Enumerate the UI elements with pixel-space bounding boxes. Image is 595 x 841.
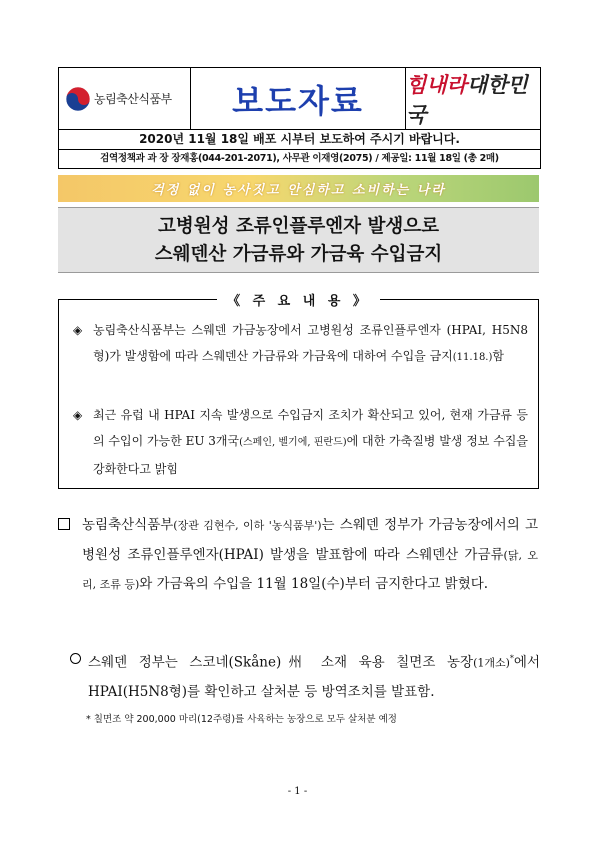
release-notice: 2020년 11월 18일 배포 시부터 보도하여 주시기 바랍니다. [59,130,540,150]
summary-item1-text: 농림축산식품부는 스웨덴 가금농장에서 고병원성 조류인플루엔자 (HPAI, H5N8형)가 발생함에 따라 스웨덴산 가금류와 가금육에 대하여 수입을 금지 [93,323,528,363]
slogan-line2: 대한민국 [406,71,528,127]
headline-box [58,207,539,273]
footnote-marker: * [509,654,514,663]
contact-line: 검역정책과 과 장 장재홍(044-201-2071), 사무관 이재영(2075) / 제공일: 11월 18일 (총 2매) [100,153,499,164]
headline-line1: 고병원성 조류인플루엔자 발생으로 [158,216,439,237]
ministry-logo [59,68,191,129]
doc-type-cell [191,68,406,129]
summary-title: 《 주 요 내 용 》 [217,294,380,309]
slogan-line1: 힘내라 [406,71,467,97]
summary-box [58,294,539,489]
slogan-logo [406,68,540,129]
header-top-row [59,68,540,130]
sub-paragraph [70,645,540,707]
summary-title-wrap [59,290,538,309]
para-text: 는 스웨덴 정부가 가금농장에서의 고병원성 조류인플루엔자(HPAI) 발생을 발표함에 따라 스웨덴산 가금류 [82,517,538,563]
para-end: 와 가금육의 수입을 11월 18일(수)부터 금지한다고 밝혔다. [139,576,489,592]
sub-count: (1개소) [473,656,510,670]
para-examples: (닭, 오리, 조류 등) [82,548,538,591]
body-paragraph [58,511,538,600]
sub-end: 에서 HPAI(H5N8형)를 확인하고 살처분 등 방역조치를 발표함. [88,654,540,700]
ministry-name: 농림축산식품부 [94,92,172,106]
summary-item [73,317,528,371]
diamond-bullet-icon: ◈ [73,323,83,337]
summary-item [73,402,528,482]
summary-item1-date: (11.18.) [452,352,493,363]
circle-bullet-icon [70,653,81,664]
page-number: - 1 - [287,786,308,797]
footnote: * 칠면조 약 200,000 마리(12주령)를 사육하는 농장으로 모두 살처분 예정 [86,714,397,725]
press-release-header [58,67,541,169]
summary-item2-countries: (스페인, 벨기에, 핀란드) [239,437,347,448]
taegeuk-logo-icon [65,86,91,112]
sub-text: 스웨덴 정부는 스코네(Skåne)州 소재 육용 칠면조 농장 [88,654,474,671]
headline-line2: 스웨덴산 가금류와 가금육 수입금지 [154,244,443,265]
summary-item2-end: 에 대한 가축질병 발생 정보 수집을 강화한다고 밝힘 [93,434,528,476]
summary-item2-text: 최근 유럽 내 HPAI 지속 발생으로 수입금지 조치가 확산되고 있어, 현재 가금류 등의 수입이 가능한 EU 3개국 [93,408,528,448]
checkbox-bullet-icon [58,518,70,530]
diamond-bullet-icon: ◈ [73,408,83,422]
para-aside: (장관 김현수, 이하 '농식품부') [173,519,322,532]
slogan-banner [58,175,539,202]
para-subject: 농림축산식품부 [82,517,174,533]
summary-item1-end: 함 [492,349,504,363]
banner-text: 걱정 없이 농사짓고 안심하고 소비하는 나라 [151,183,446,198]
doc-type-title: 보도자료 [232,81,364,120]
